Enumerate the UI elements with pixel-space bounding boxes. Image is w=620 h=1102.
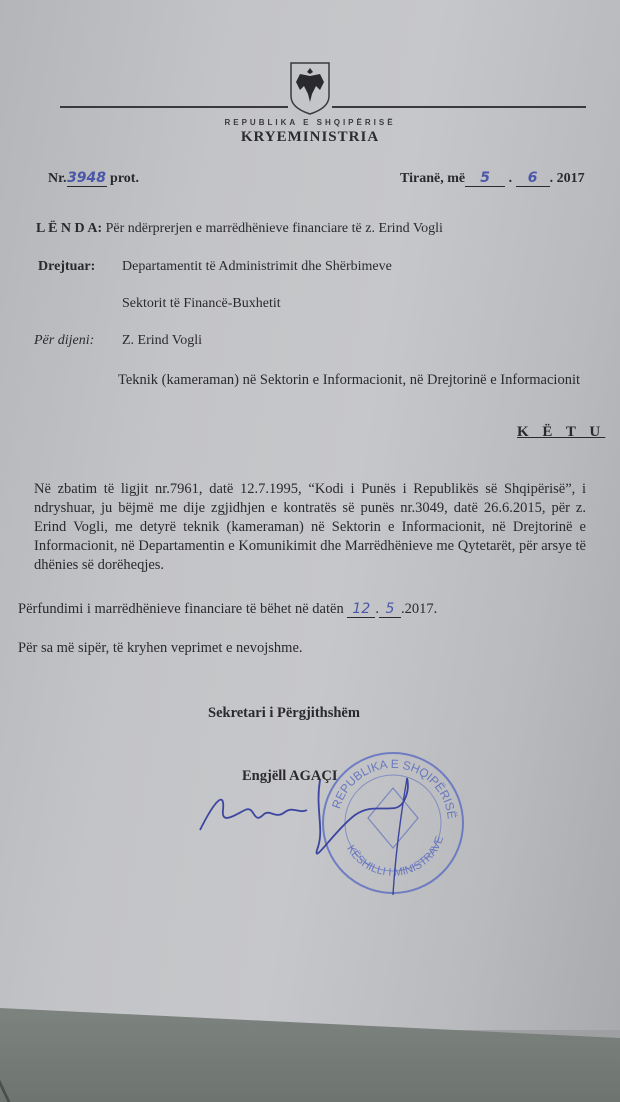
cc-line-1: Z. Erind Vogli (122, 333, 202, 348)
body-paragraph-3: Për sa më sipër, të kryhen veprimet e nevojshme. (18, 640, 303, 656)
signatory-name: Engjëll AGAÇI (242, 768, 338, 784)
prot-label: prot. (110, 171, 139, 186)
date-month: 6 (516, 170, 550, 187)
protocol-number (48, 170, 139, 187)
end-year: .2017. (400, 601, 438, 617)
nr-handwritten: 3948 (67, 170, 107, 186)
svg-text:KËSHILLI I MINISTRAVE: KËSHILLI I MINISTRAVE (344, 834, 447, 879)
subject-line (36, 221, 443, 237)
document-date: Tiranë, më 5 . 6 . 2017 (400, 170, 585, 186)
ketu-heading: K Ë T U (517, 424, 606, 440)
end-day: 12 (347, 601, 375, 618)
handwritten-signature-icon (195, 770, 445, 900)
date-year: . 2017 (549, 171, 585, 186)
header-rule-left (60, 106, 288, 108)
cc-line-2: Teknik (kameraman) në Sektorin e Informacionit, në Drejtorinë e Informacionit (118, 372, 581, 388)
date-day: 5 (465, 170, 505, 187)
albania-coat-of-arms-icon (288, 60, 332, 116)
addressed-label: Drejtuar: (38, 259, 96, 274)
cc-label: Për dijeni: (34, 333, 95, 348)
signatory-title: Sekretari i Përgjithshëm (208, 705, 360, 721)
body-paragraph-1: Në zbatim të ligjit nr.7961, datë 12.7.1995, “Kodi i Punës i Republikës së Shqipërisë”, i ndryshuar, ju bëjmë me dije zgjidhjen e kontratës së punës nr.3049, datë 26.6.2015, për z. Erind Vogli, me detyrë teknik (kameraman) në Sektorin e Informacionit, në Drejtorinë e Informacionit, në Departamentin e Komunikimit dhe Marrëdhënieve me Qytetarët, për arsye të dhënies së dorëheqjes. (34, 481, 586, 573)
body-paragraph-2: Përfundimi i marrëdhënieve financiare të bëhet në datën 12 . 5 .2017. (18, 601, 438, 617)
subject-text: Për ndërprerjen e marrëdhënieve financiare të z. Erind Vogli (105, 221, 443, 236)
nr-label: Nr. (48, 171, 67, 186)
end-date-text: Përfundimi i marrëdhënieve financiare të bëhet në datën (18, 601, 344, 617)
place-label: Tiranë, më (400, 171, 466, 186)
subject-label: L Ë N D A: (36, 221, 103, 236)
republic-heading: REPUBLIKA E SHQIPËRISË (224, 118, 396, 127)
addressed-line-2: Sektorit të Financë-Buxhetit (122, 296, 281, 311)
addressed-line-1: Departamentit të Administrimit dhe Shërbimeve (122, 259, 392, 274)
ministry-heading: KRYEMINISTRIA (240, 129, 380, 145)
header-rule-right (332, 106, 586, 108)
end-month: 5 (379, 601, 401, 618)
svg-text:REPUBLIKA E SHQIPËRISË: REPUBLIKA E SHQIPËRISË (329, 756, 459, 820)
